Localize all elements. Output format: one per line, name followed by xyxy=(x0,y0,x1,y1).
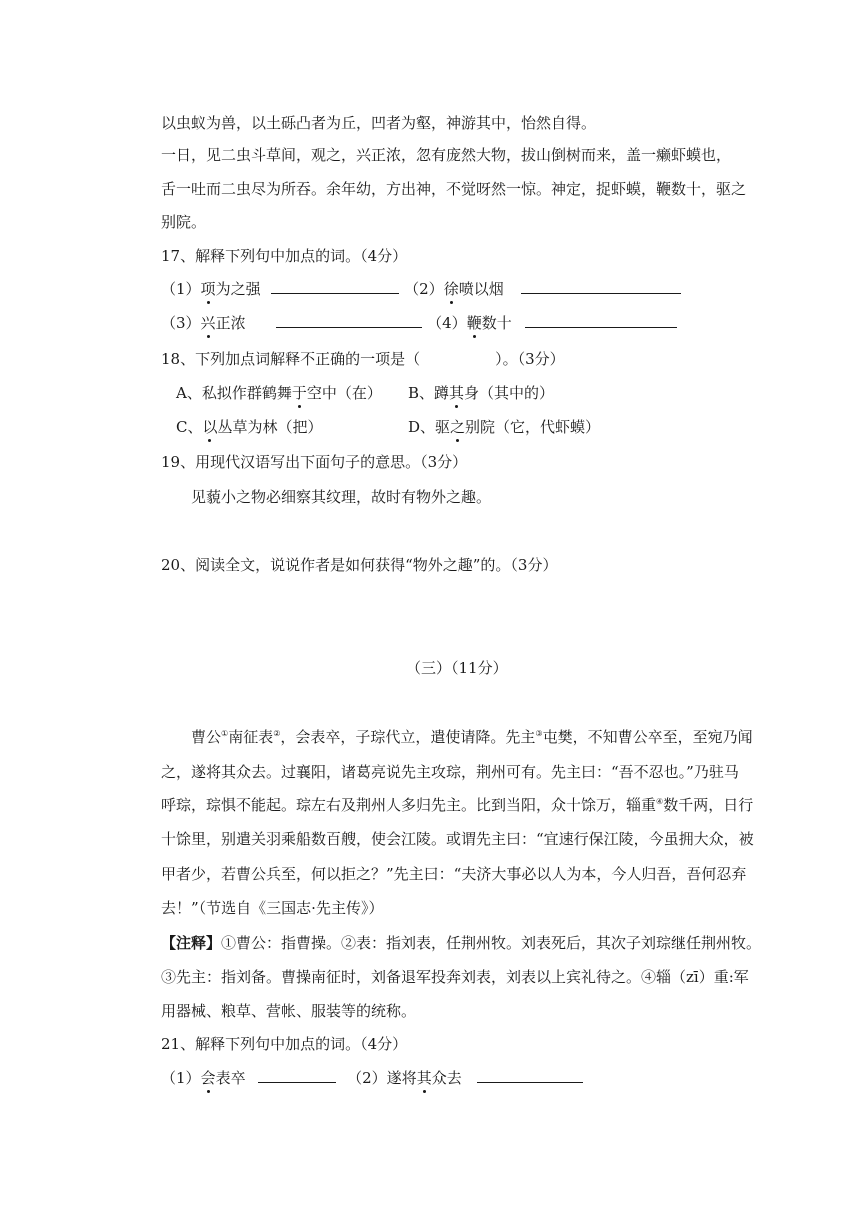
option-a[interactable]: A、私拟作群鹤舞于空中（在） xyxy=(176,384,382,402)
question-19-stem: 19、用现代汉语写出下面句子的意思。（3分） xyxy=(161,453,468,471)
notes-line: ③先主：指刘备。曹操南征时，刘备退军投奔刘表，刘表以上宾礼待之。④辎（zī）重:军 xyxy=(161,968,749,986)
dotted-word: 其 xyxy=(416,1069,432,1087)
dotted-word: 兴 xyxy=(200,314,216,332)
question-17-row1: （1）项为之强 （2）徐喷以烟 xyxy=(161,279,681,299)
dotted-word: 于 xyxy=(291,384,307,402)
answer-blank[interactable] xyxy=(521,279,681,294)
dotted-word: 其 xyxy=(449,384,465,402)
passage3-line: 之，遂将其众去。过襄阳，诸葛亮说先主攻琮，荆州可有。先主曰：“吾不忍也。”乃驻马 xyxy=(161,763,739,781)
passage3-line: 十馀里，别遣关羽乘船数百艘，使会江陵。或谓先主曰：“宜速行保江陵，今虽拥大众，被 xyxy=(161,830,754,848)
option-b[interactable]: B、蹲其身（其中的） xyxy=(408,384,555,402)
passage3-line: 曹公①南征表②，会表卒，子琮代立，遣使请降。先主③屯樊，不知曹公卒至，至宛乃闻 xyxy=(191,728,753,746)
question-21-row: （1）会表卒 （2）遂将其众去 xyxy=(161,1068,583,1088)
question-19-sentence: 见藐小之物必细察其纹理，故时有物外之趣。 xyxy=(191,488,492,506)
answer-blank[interactable] xyxy=(271,279,399,294)
passage2-line: 以虫蚁为兽，以土砾凸者为丘，凹者为壑，神游其中，怡然自得。 xyxy=(161,114,597,132)
dotted-word: 鞭 xyxy=(466,314,482,332)
dotted-word: 会 xyxy=(200,1069,216,1087)
dotted-word: 项 xyxy=(200,280,216,298)
passage3-line: 呼琮，琮惧不能起。琮左右及荆州人多归先主。比到当阳，众十馀万，辎重④数千两，日行 xyxy=(161,796,754,814)
option-d[interactable]: D、驱之别院（它，代虾蟆） xyxy=(408,418,601,436)
passage3-line: 甲者少，若曹公兵至，何以拒之？”先主曰：“夫济大事必以人为本，今人归吾，吾何忍弃 xyxy=(161,865,747,883)
answer-blank[interactable] xyxy=(258,1068,336,1083)
option-c[interactable]: C、以丛草为林（把） xyxy=(176,418,323,436)
question-18-stem: 18、下列加点词解释不正确的一项是（ ）。（3分） xyxy=(161,350,565,368)
question-17-row2: （3）兴正浓 （4）鞭数十 xyxy=(161,313,677,333)
passage2-line: 舌一吐而二虫尽为所吞。余年幼，方出神，不觉呀然一惊。神定，捉虾蟆，鞭数十，驱之 xyxy=(161,180,747,198)
dotted-word: 徐 xyxy=(443,280,459,298)
answer-blank[interactable] xyxy=(477,1068,583,1083)
question-21-stem: 21、解释下列句中加点的词。（4分） xyxy=(161,1035,408,1053)
notes-line: 【注释】①曹公：指曹操。②表：指刘表，任荆州牧。刘表死后，其次子刘琮继任荆州牧。 xyxy=(161,934,762,952)
passage2-line: 别院。 xyxy=(161,213,207,231)
section-heading: （三）（11分） xyxy=(406,659,508,677)
dotted-word: 以 xyxy=(202,418,218,436)
dotted-word: 之 xyxy=(450,418,466,436)
question-20-stem: 20、阅读全文，说说作者是如何获得“物外之趣”的。（3分） xyxy=(161,556,558,574)
passage3-line: 去！”（节选自《三国志·先主传》） xyxy=(161,899,384,917)
notes-label: 【注释】 xyxy=(161,934,222,952)
answer-blank[interactable] xyxy=(276,313,422,328)
passage2-line: 一日，见二虫斗草间，观之，兴正浓，忽有庞然大物，拔山倒树而来，盖一癞虾蟆也， xyxy=(161,146,732,164)
answer-blank[interactable] xyxy=(525,313,677,328)
notes-line: 用器械、粮草、营帐、服装等的统称。 xyxy=(161,1002,417,1020)
question-17-stem: 17、解释下列句中加点的词。（4分） xyxy=(161,247,408,265)
